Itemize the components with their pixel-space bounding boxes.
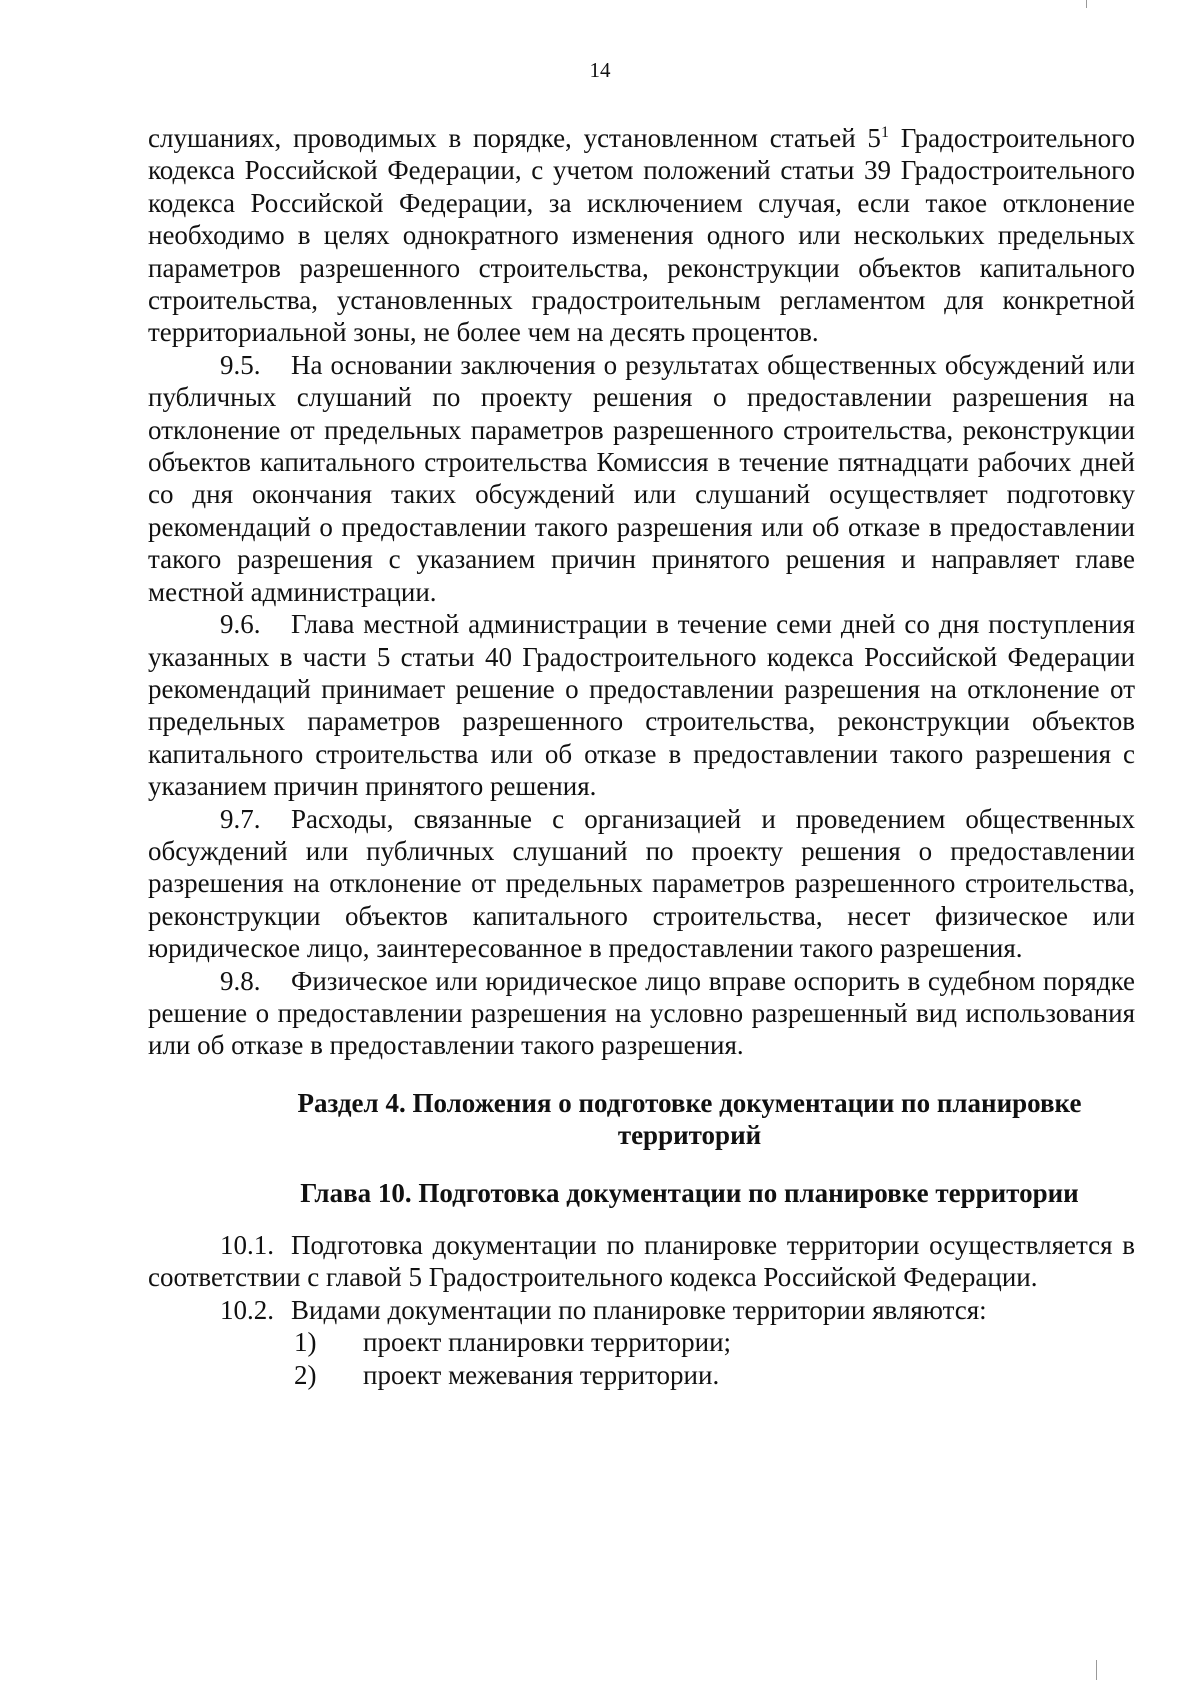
paragraph-9-5 xyxy=(148,349,1135,608)
paragraph-text: Подготовка документации по планировке территории осуществляется в соответствии с главой 5 Градостроительного кодекса Российской Федерации. xyxy=(148,1230,1135,1293)
superscript: 1 xyxy=(880,124,889,141)
paragraph-number: 9.7. xyxy=(220,803,261,834)
section-heading xyxy=(148,1087,1135,1152)
paragraph-text: Физическое или юридическое лицо вправе оспорить в судебном порядке решение о предоставлении разрешения на условно разрешенный вид использования или об отказе в предоставлении такого разрешения. xyxy=(148,965,1135,1061)
list-item xyxy=(294,1359,1135,1391)
continuation-text: слушаниях, проводимых в порядке, установленном статьей 5 xyxy=(148,123,881,153)
paragraph-number: 10.2. xyxy=(220,1294,274,1325)
scan-mark xyxy=(1096,1660,1097,1680)
section-heading-line-2: территорий xyxy=(617,1120,762,1151)
document-body xyxy=(148,117,1135,1391)
list-item-number: 1) xyxy=(294,1327,317,1358)
paragraph-9-6 xyxy=(148,608,1135,802)
paragraph-continuation xyxy=(148,117,1135,349)
chapter-heading: Глава 10. Подготовка документации по планировке территории xyxy=(300,1177,1079,1208)
paragraph-10-1 xyxy=(148,1229,1135,1294)
list-item-text: проект планировки территории; xyxy=(363,1327,732,1358)
paragraph-text: Расходы, связанные с организацией и проведением общественных обсуждений или публичных слушаний по проекту решения о предоставлении разрешения на отклонение от предельных параметров разрешенного строительства, реконструкции объектов капитального строительства, несет физическое или юридическое лицо, заинтересованное в предоставлении такого разрешения. xyxy=(148,803,1135,964)
paragraph-9-7 xyxy=(148,803,1135,965)
continuation-text-rest: Градостроительного кодекса Российской Федерации, с учетом положений статьи 39 Градостроительного кодекса Российской Федерации, за исключением случая, если такое отклонение необходимо в целях однократного изменения одного или нескольких предельных параметров разрешенного строительства, реконструкции объектов капитального строительства, установленных градостроительным регламентом для конкретной территориальной зоны, не более чем на десять процентов. xyxy=(148,123,1135,348)
scan-mark xyxy=(1086,0,1087,8)
list-item-number: 2) xyxy=(294,1359,317,1390)
paragraph-text: Видами документации по планировке территории являются: xyxy=(291,1294,987,1325)
paragraph-9-8 xyxy=(148,965,1135,1062)
list-item-text: проект межевания территории. xyxy=(363,1359,720,1390)
paragraph-text: На основании заключения о результатах общественных обсуждений или публичных слушаний по проекту решения о предоставлении разрешения на отклонение от предельных параметров разрешенного строительства, реконструкции объектов капитального строительства Комиссия в течение пятнадцати рабочих дней со дня окончания таких обсуждений или слушаний осуществляет подготовку рекомендаций о предоставлении такого разрешения или об отказе в предоставлении такого разрешения с указанием причин принятого решения и направляет главе местной администрации. xyxy=(148,349,1135,607)
section-heading-line-1: Раздел 4. Положения о подготовке документации по планировке xyxy=(297,1087,1082,1118)
list-item xyxy=(294,1326,1135,1358)
paragraph-number: 9.6. xyxy=(220,609,261,640)
paragraph-number: 10.1. xyxy=(220,1230,274,1260)
paragraph-10-2 xyxy=(148,1294,1135,1326)
paragraph-number: 9.8. xyxy=(220,965,261,996)
paragraph-text: Глава местной администрации в течение семи дней со дня поступления указанных в части 5 статьи 40 Градостроительного кодекса Российской Федерации рекомендаций принимает решение о предоставлении разрешения на отклонение от предельных параметров разрешенного строительства, реконструкции объектов капитального строительства или об отказе в предоставлении такого разрешения с указанием причин принятого решения. xyxy=(148,609,1135,802)
page-number: 14 xyxy=(589,58,611,82)
paragraph-number: 9.5. xyxy=(220,349,261,380)
